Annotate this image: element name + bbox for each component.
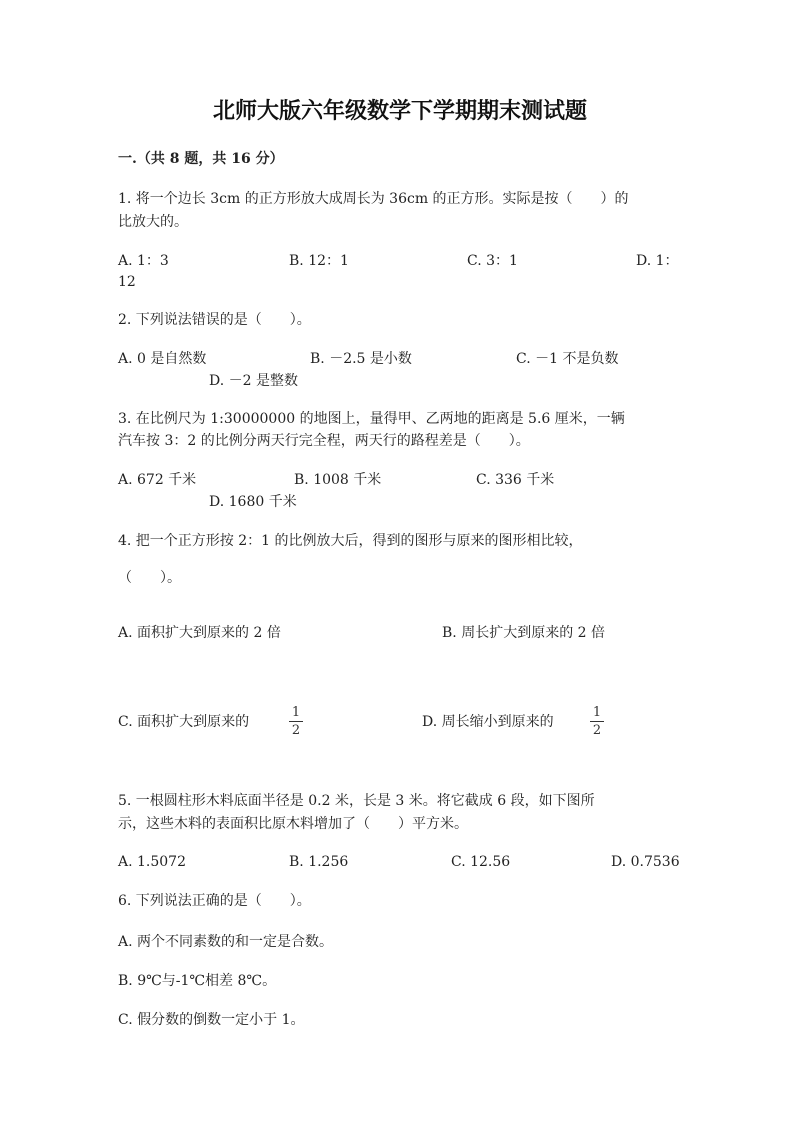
- question-6-option-b: B. 9℃与-1℃相差 8℃。: [118, 973, 277, 989]
- question-3-option-b: B. 1008 千米: [294, 472, 382, 488]
- question-5-line-2: 示，这些木料的表面积比原木料增加了（ ）平方米。: [118, 816, 468, 832]
- question-6-option-c: C. 假分数的倒数一定小于 1。: [118, 1012, 305, 1028]
- fraction-bar: [590, 721, 604, 722]
- page-title: 北师大版六年级数学下学期期末测试题: [212, 98, 587, 124]
- question-5-option-a: A. 1.5072: [118, 854, 186, 870]
- question-2-option-a: A. 0 是自然数: [118, 351, 207, 367]
- question-1-line-1: 1. 将一个边长 3cm 的正方形放大成周长为 36cm 的正方形。实际是按（ ）的: [118, 191, 629, 207]
- question-2-stem: 2. 下列说法错误的是（ ）。: [118, 312, 311, 328]
- question-6-option-a: A. 两个不同素数的和一定是合数。: [118, 934, 334, 950]
- question-3-option-c: C. 336 千米: [476, 472, 555, 488]
- question-4-option-a: A. 面积扩大到原来的 2 倍: [118, 625, 281, 641]
- question-4-option-d-fraction: [590, 705, 604, 738]
- section-heading: 一.（共 8 题，共 16 分）: [118, 151, 284, 167]
- question-4-option-c: C. 面积扩大到原来的: [118, 714, 250, 730]
- question-1-line-2: 比放大的。: [118, 214, 188, 230]
- question-5-option-d: D. 0.7536: [611, 854, 680, 870]
- question-6-stem: 6. 下列说法正确的是（ ）。: [118, 893, 311, 909]
- question-2-option-b: B. －2.5 是小数: [310, 351, 412, 367]
- question-3-line-2: 汽车按 3：2 的比例分两天行完全程，两天行的路程差是（ ）。: [118, 433, 530, 449]
- question-3-option-d: D. 1680 千米: [209, 494, 297, 510]
- question-1-option-d: D. 1：: [636, 253, 679, 269]
- fraction-bar: [289, 721, 303, 722]
- fraction-denominator: 2: [291, 723, 301, 738]
- question-1-option-a: A. 1：3: [118, 253, 169, 269]
- question-4-option-c-fraction: [289, 705, 303, 738]
- question-3-option-a: A. 672 千米: [118, 472, 197, 488]
- fraction-numerator: 1: [592, 705, 602, 720]
- question-2-option-c: C. －1 不是负数: [516, 351, 619, 367]
- question-4-line-1: 4. 把一个正方形按 2：1 的比例放大后，得到的图形与原来的图形相比较，: [118, 533, 583, 549]
- question-4-option-d: D. 周长缩小到原来的: [422, 714, 554, 730]
- question-1-option-b: B. 12：1: [289, 253, 349, 269]
- question-3-line-1: 3. 在比例尺为 1:30000000 的地图上，量得甲、乙两地的距离是 5.6 厘米，一辆: [118, 411, 625, 427]
- fraction-numerator: 1: [291, 705, 301, 720]
- question-5-option-c: C. 12.56: [451, 854, 511, 870]
- question-4-line-2: （ ）。: [118, 570, 181, 586]
- question-4-option-b: B. 周长扩大到原来的 2 倍: [442, 625, 605, 641]
- question-1-option-c: C. 3：1: [467, 253, 518, 269]
- question-2-option-d: D. －2 是整数: [209, 373, 298, 389]
- fraction-denominator: 2: [592, 723, 602, 738]
- question-1-option-d-cont: 12: [118, 274, 136, 290]
- question-5-option-b: B. 1.256: [289, 854, 349, 870]
- question-5-line-1: 5. 一根圆柱形木料底面半径是 0.2 米，长是 3 米。将它截成 6 段，如下图所: [118, 793, 595, 809]
